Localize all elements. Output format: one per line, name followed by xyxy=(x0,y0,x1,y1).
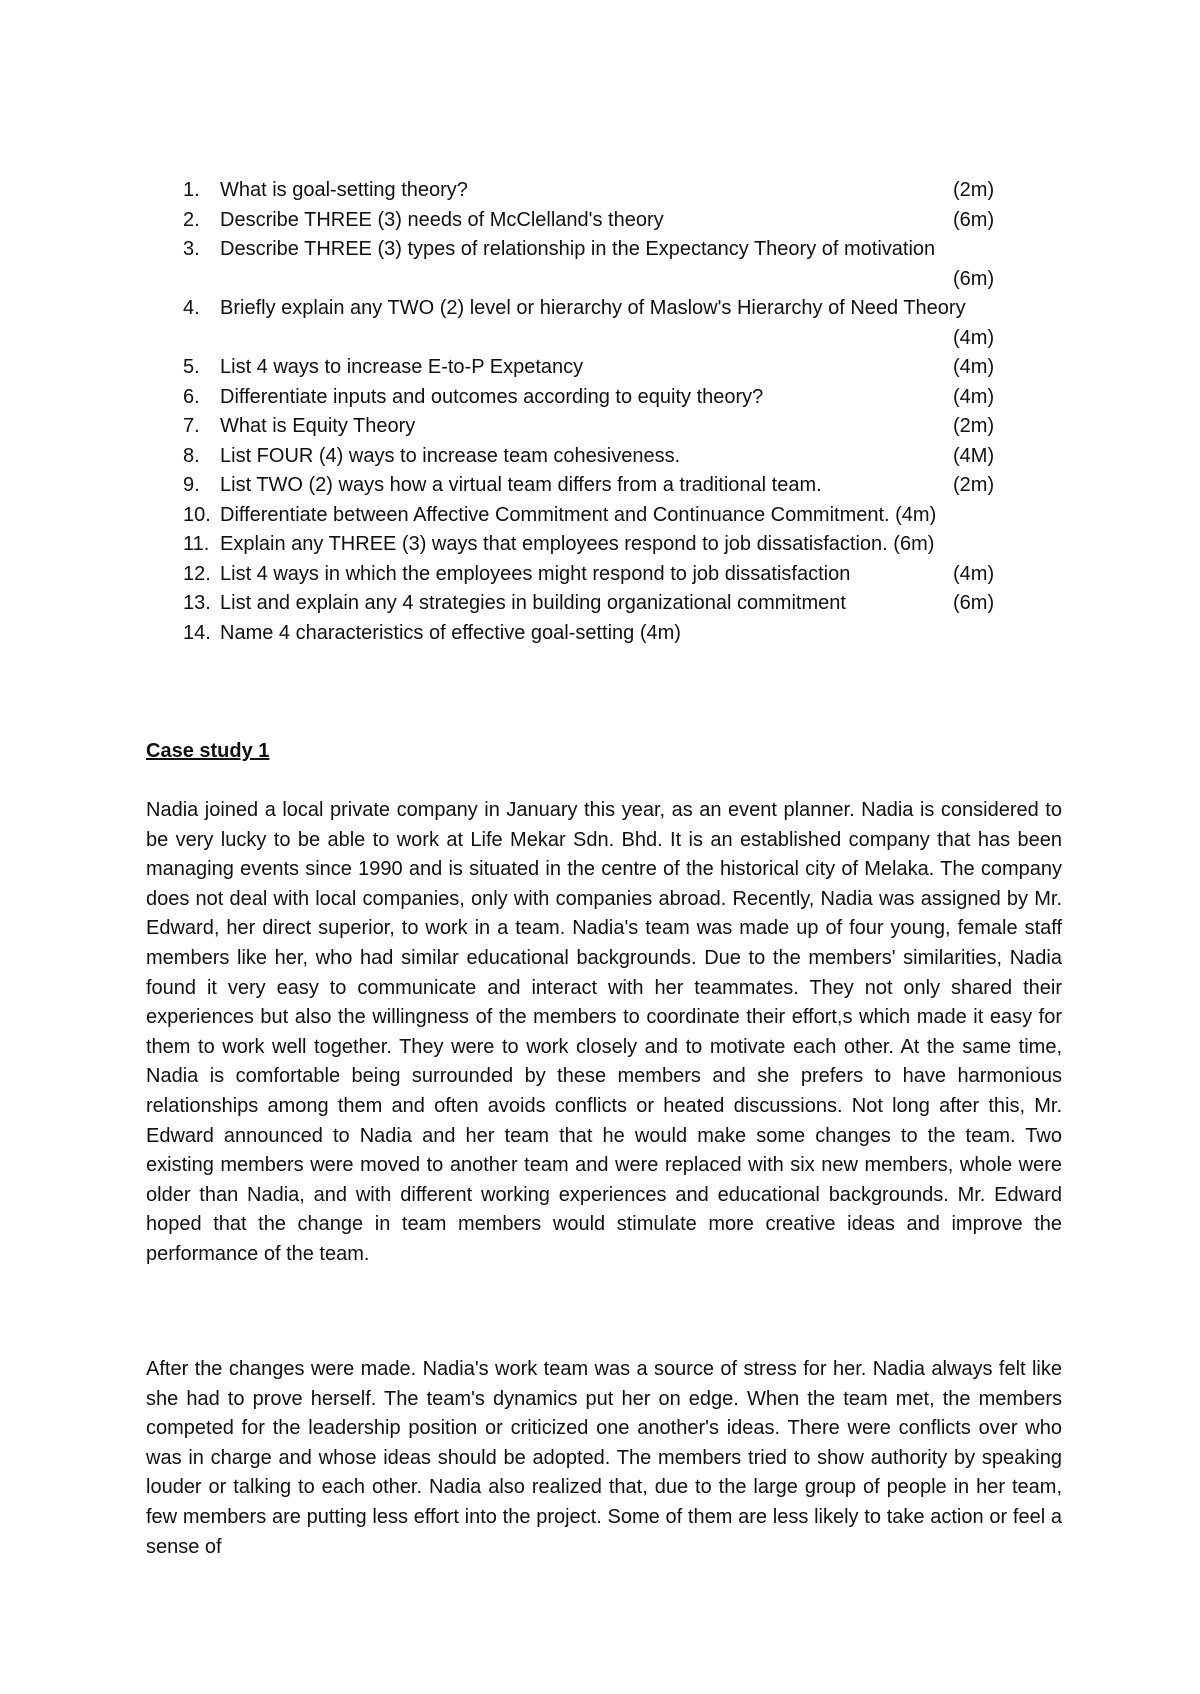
question-number: 14. xyxy=(183,621,211,644)
question-text: What is goal-setting theory? xyxy=(220,179,468,201)
question-text: Differentiate between Affective Commitment and Continuance Commitment. (4m) xyxy=(220,503,937,526)
question-number: 1. xyxy=(183,179,200,201)
question-number: 2. xyxy=(183,208,200,231)
question-number: 13. xyxy=(183,592,211,614)
question-marks: (4m) xyxy=(953,385,995,408)
question-number: 10. xyxy=(183,503,211,526)
question-text: List TWO (2) ways how a virtual team differs from a traditional team. xyxy=(220,474,822,496)
question-item xyxy=(183,206,1063,236)
question-text: List 4 ways in which the employees might respond to job dissatisfaction xyxy=(220,562,851,585)
case-study-paragraph: Nadia joined a local private company in January this year, as an event planner. Nadia is considered to be very lucky to be able to work at Life Mekar Sdn. Bhd. It is an established company that has been managing events since 1990 and is situated in the centre of the historical city of Melaka. The company does not deal with local companies, only with companies abroad. Recently, Nadia was assigned by Mr. Edward, her direct superior, to work in a team. Nadia's team was made up of four young, female staff members like her, who had similar educational backgrounds. Due to the members' similarities, Nadia found it very easy to communicate and interact with her teammates. They not only shared their experiences but also the willingness of the members to coordinate their effort,s which made it easy for them to work well together. They were to work closely and to motivate each other. At the same time, Nadia is comfortable being surrounded by these members and she prefers to have harmonious relationships among them and often avoids conflicts or heated discussions. Not long after this, Mr. Edward announced to Nadia and her team that he would make some changes to the team. Two existing members were moved to another team and were replaced with six new members, whole were older than Nadia, and with different working experiences and educational backgrounds. Mr. Edward hoped that the change in team members would stimulate more creative ideas and improve the performance of the team. xyxy=(146,799,1062,1265)
question-text: Name 4 characteristics of effective goal-setting (4m) xyxy=(220,621,681,644)
question-number: 4. xyxy=(183,297,200,319)
question-item xyxy=(183,294,1063,353)
question-marks: (6m) xyxy=(953,208,995,231)
question-number: 12. xyxy=(183,562,211,585)
question-item xyxy=(183,235,1063,294)
question-text: List and explain any 4 strategies in building organizational commitment xyxy=(220,592,846,614)
question-text: List 4 ways to increase E-to-P Expetancy xyxy=(220,356,584,378)
question-text: Explain any THREE (3) ways that employees respond to job dissatisfaction. (6m) xyxy=(220,533,935,555)
question-number: 9. xyxy=(183,474,200,496)
question-number: 3. xyxy=(183,238,200,260)
question-text: List FOUR (4) ways to increase team cohesiveness. xyxy=(220,444,681,467)
case-study-title: Case study 1 xyxy=(146,740,270,762)
question-marks: (6m) xyxy=(953,267,995,290)
question-marks: (4M) xyxy=(953,444,995,467)
question-number: 5. xyxy=(183,356,200,378)
question-item xyxy=(183,530,1063,560)
case-study-paragraph: After the changes were made. Nadia's work team was a source of stress for her. Nadia always felt like she had to prove herself. The team's dynamics put her on edge. When the team met, the members competed for the leadership position or criticized one another's ideas. There were conflicts over who was in charge and whose ideas should be adopted. The members tried to show authority by speaking louder or talking to each other. Nadia also realized that, due to the large group of people in her team, few members are putting less effort into the project. Some of them are less likely to take action or feel a sense of xyxy=(146,1358,1062,1558)
question-number: 6. xyxy=(183,385,200,408)
question-item xyxy=(183,383,1063,413)
question-number: 8. xyxy=(183,444,200,467)
question-item xyxy=(183,353,1063,383)
question-item xyxy=(183,442,1063,472)
question-text: Describe THREE (3) types of relationship in the Expectancy Theory of motivation xyxy=(220,238,936,260)
question-item xyxy=(183,619,1063,649)
question-item xyxy=(183,176,1063,206)
question-text: Briefly explain any TWO (2) level or hierarchy of Maslow's Hierarchy of Need Theory xyxy=(220,297,966,319)
question-text: Differentiate inputs and outcomes according to equity theory? xyxy=(220,385,764,408)
question-item xyxy=(183,471,1063,501)
question-text: Describe THREE (3) needs of McClelland's theory xyxy=(220,208,664,231)
question-marks: (2m) xyxy=(953,415,995,437)
question-number: 11. xyxy=(183,533,210,555)
question-list xyxy=(183,176,1063,648)
question-text: What is Equity Theory xyxy=(220,415,416,437)
question-item xyxy=(183,412,1063,442)
question-marks: (4m) xyxy=(953,356,995,378)
question-marks: (4m) xyxy=(953,326,995,349)
question-item xyxy=(183,501,1063,531)
question-marks: (6m) xyxy=(953,592,995,614)
question-marks: (4m) xyxy=(953,562,995,585)
question-marks: (2m) xyxy=(953,179,995,201)
question-number: 7. xyxy=(183,415,200,437)
question-item xyxy=(183,560,1063,590)
question-marks: (2m) xyxy=(953,474,995,496)
question-item xyxy=(183,589,1063,619)
